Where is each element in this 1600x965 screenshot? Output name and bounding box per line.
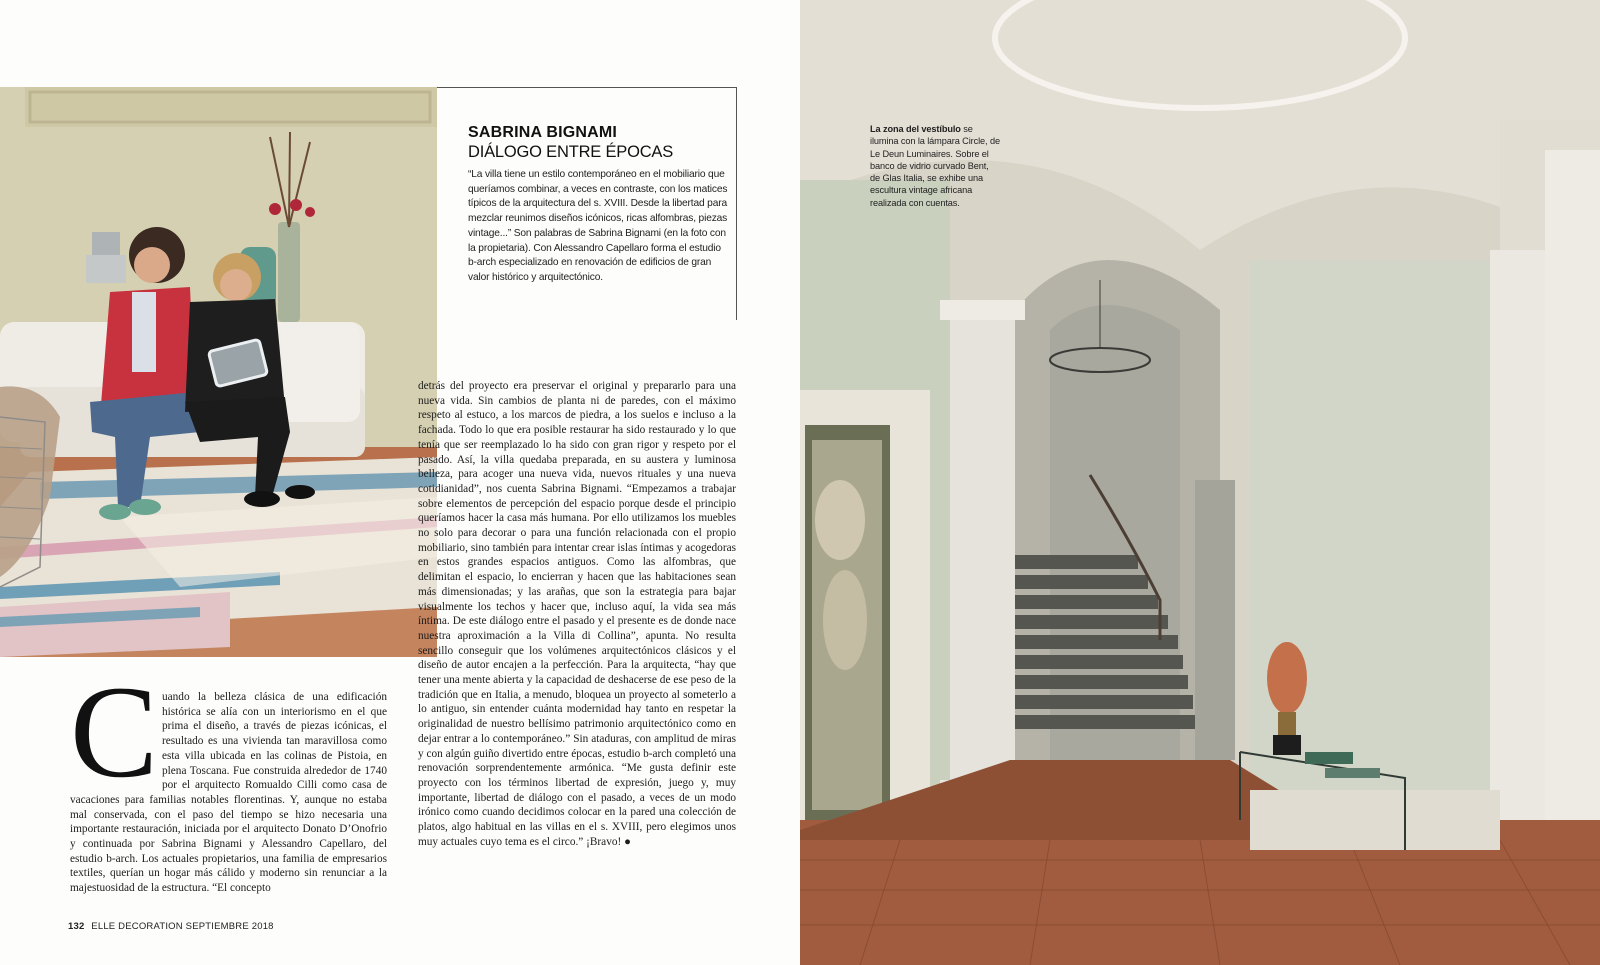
caption-text: se ilumina con la lámpara Circle, de Le Deun Luminaires. Sobre el banco de vidrio curvado Bent, de Glas Italia, se exhibe una escultura vintage africana realizada con cuentas.: [870, 124, 1000, 208]
body-column-left: [70, 658, 387, 896]
drop-cap: C: [70, 658, 159, 805]
photo-caption: [870, 123, 1000, 209]
magazine-name: ELLE DECORATION: [91, 921, 183, 932]
right-page: [800, 0, 1600, 965]
body-left-text: uando la belleza clásica de una edificación histórica se alía con un interiorismo en el que prima el diseño, a través de piezas icónicas, el resultado es una vivienda tan maravillosa como esta villa ubicada en las colinas de Pistoia, en plena Toscana. Fue construida alrededor de 1740 por el arquitecto Romualdo Cilli como casa de vacaciones para familias notables florentinas. Y, aunque no estaba mal conservada, con el paso del tiempo se hizo necesaria una importante restauración, iniciada por el arquitecto Donato D’Onofrio y continuada por Sabrina Bignami y Alessandro Capellaro, del estudio b-arch. Los actuales propietarios, una familia de empresarios textiles, querían un hogar más cálido y moderno sin renunciar a la majestuosidad de la estructura. “El concepto: [70, 691, 387, 895]
living-room-photo: [0, 87, 437, 657]
issue-date: SEPTIEMBRE 2018: [185, 921, 274, 932]
living-room-illustration: [0, 87, 437, 657]
body-column-right: detrás del proyecto era preservar el original y prepararlo para una nueva vida. Sin cambios de planta ni de paredes, con el máximo respeto al estuco, a los marcos de piedra, a los suelos e incluso a la fachada. Todo lo que era posible restaurar ha sido restaurado y lo que tenía que ser reemplazado lo ha sido con gran rigor y respeto por el pasado. Así, la villa quedaba preparada, en su austera y luminosa belleza, para acoger una nueva vida, nuevos rituales y una nueva cotidianidad”, nos cuenta Sabrina Bignami. “Empezamos a trabajar sobre elementos de percepción del espacio porque desde el principio queríamos hacer la casa más humana. Por ello utilizamos los muebles no solo para decorar o para una función relacionada con el propio mobiliario, sino también para intentar crear islas íntimas y acogedoras en estos grandes espacios antiguos. Como las alfombras, que delimitan el espacio, lo encierran y hacen que las habitaciones sean más dimensionadas; y las arañas, que son la estrategia para bajar visualmente los techos y hacer que, incluso aquí, la vida sea más íntima. De este diálogo entre el pasado y el presente es de donde nace nuestra aproximación a la Villa di Collina”, apunta. No resulta sencillo conseguir que los volúmenes arquitectónicos clásicos y el diseño de autor encajen a la perfección. Para la arquitecta, “hay que tener una mente abierta y la capacidad de deshacerse de ese peso de la tradición que en Italia, a menudo, bloquea un proyecto al someterlo a lo antiguo, sin entender cuánta modernidad hay tanto en respetar la originalidad de nuestro bellísimo patrimonio arquitectónico como en dejar entrar a lo contemporáneo.” Sin ataduras, con amplitud de miras y con algún guiño divertido entre épocas, estudio b-arch completó una renovación sorprendentemente armónica. “Me gusta definir este proyecto con los términos libertad de expresión, juego y, muy importante, libertad de diálogo con el pasado, a veces de un modo irónico como cuando decidimos colocar en la pared una colección de platos, algo habitual en las villas en el s. XVIII, pero elegimos unos muy actuales cuyo tema es el circo.” ¡Bravo! ●: [418, 380, 736, 848]
article-intro: “La villa tiene un estilo contemporáneo en el mobiliario que queríamos combinar, a veces en contraste, con los matices típicos de la arquitectura del s. XVIII. Desde la libertad para mezclar reunimos diseños icónicos, ricas alfombras, piezas vintage...” Son palabras de Sabrina Bignami (en la foto con la propietaria). Con Alessandro Capellaro forma el estudio b-arch especializado en renovación de edificios de gran valor histórico y arquitectónico.: [468, 169, 728, 283]
article-kicker: SABRINA BIGNAMI: [468, 124, 618, 141]
page-number: 132: [68, 921, 85, 932]
article-subtitle: DIÁLOGO ENTRE ÉPOCAS: [468, 143, 674, 161]
page-footer: [68, 921, 274, 932]
caption-bold: La zona del vestíbulo: [870, 124, 961, 134]
